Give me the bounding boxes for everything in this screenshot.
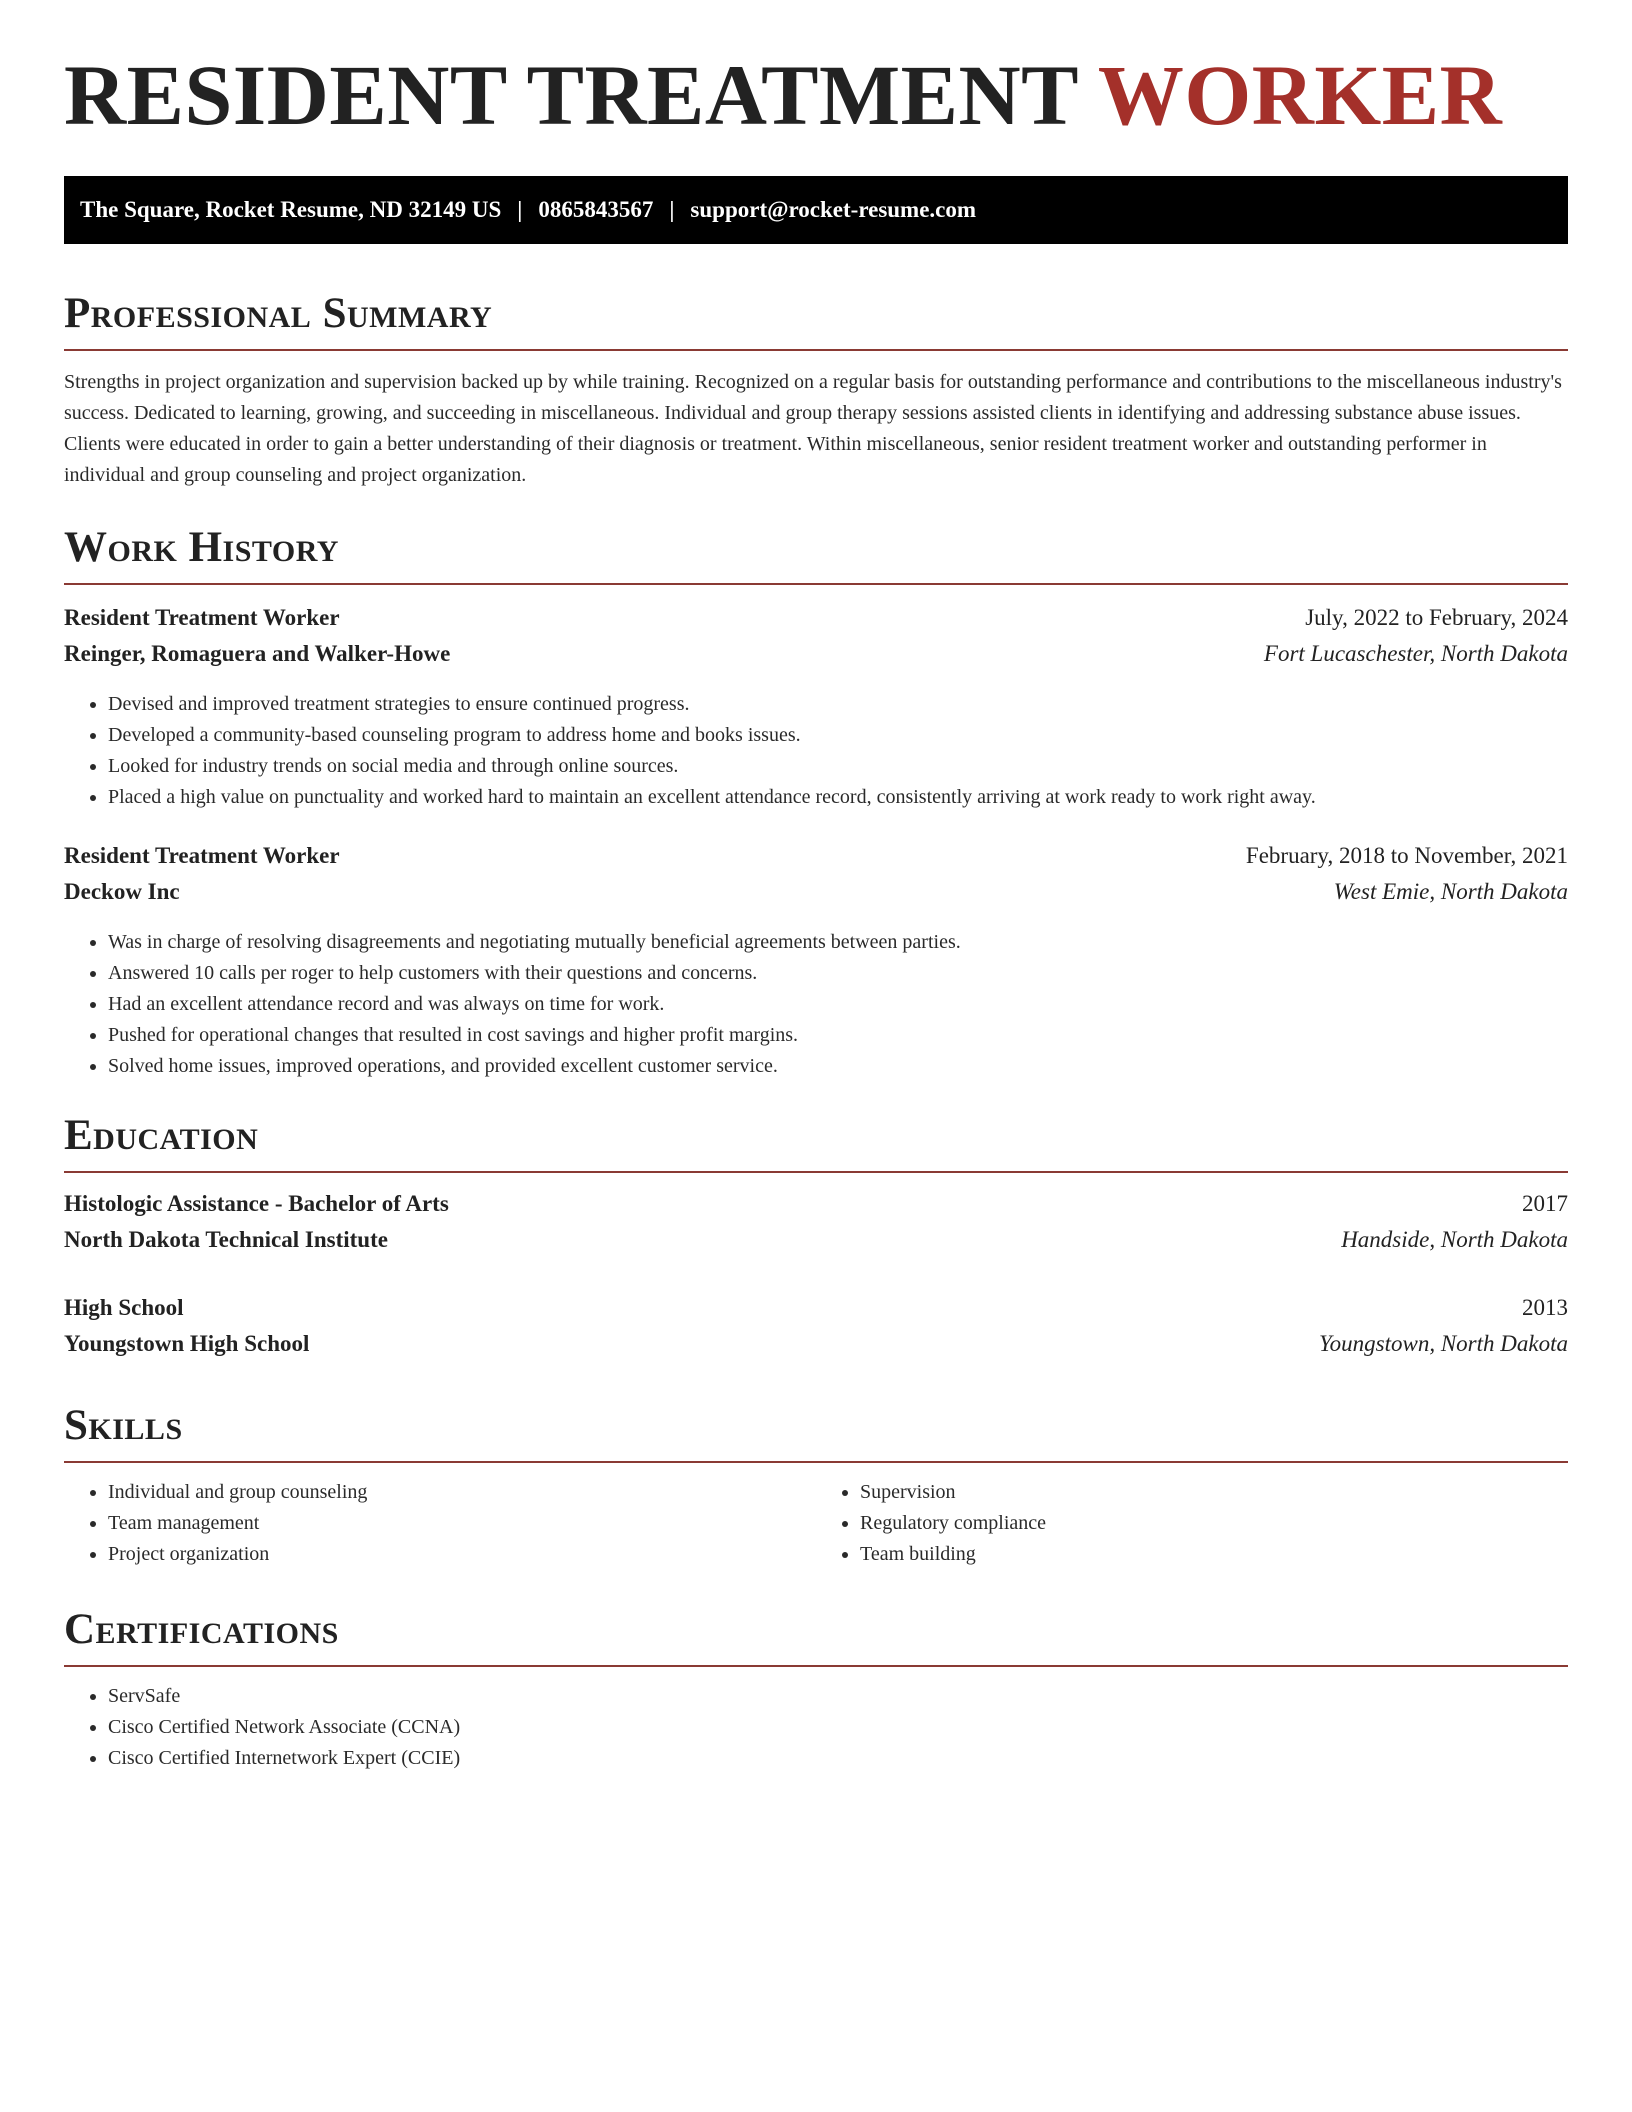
job-dates: February, 2018 to November, 2021	[1245, 843, 1568, 868]
summary-heading: Professional Summary	[64, 290, 493, 337]
job-company: Deckow Inc	[64, 879, 180, 904]
job-duty: • Had an excellent attendance record and was always on time for work.	[108, 989, 1568, 1020]
certifications-section	[64, 1608, 1568, 1774]
education-degree: Histologic Assistance - Bachelor of Arts	[64, 1191, 449, 1216]
education-entry	[64, 1191, 1568, 1263]
summary-text: Strengths in project organization and supervision backed up by while training. Recognized on a regular basis for outstanding performance and contributions to the miscellaneous industry's success. Dedicated to learning, growing, and succeeding in miscellaneous. Individual and group therapy sessions assisted clients in identifying and addressing substance abuse issues. Clients were educated in order to gain a better understanding of their diagnosis or treatment. Within miscellaneous, senior resident treatment worker and outstanding performer in individual and group counseling and project organization.	[64, 371, 1562, 486]
job-duty: • Pushed for operational changes that resulted in cost savings and higher profit margins.	[108, 1020, 1568, 1051]
skill-item: • Team building	[860, 1539, 1568, 1570]
job-title: Resident Treatment Worker	[64, 605, 340, 630]
education-degree: High School	[64, 1295, 184, 1320]
skill-item: • Individual and group counseling	[108, 1477, 816, 1508]
section-divider	[64, 1171, 1568, 1173]
education-year: 2017	[1522, 1191, 1568, 1216]
contact-phone: 0865843567	[538, 197, 654, 222]
contact-separator: |	[669, 197, 675, 222]
work-history-section	[64, 526, 1568, 1082]
education-entry	[64, 1295, 1568, 1367]
job-title: Resident Treatment Worker	[64, 843, 340, 868]
job-dates: July, 2022 to February, 2024	[1305, 605, 1568, 630]
job-duty: • Devised and improved treatment strategies to ensure continued progress.	[108, 689, 1568, 720]
skills-columns	[64, 1477, 1568, 1570]
job-company-row	[64, 641, 1568, 677]
section-divider	[64, 349, 1568, 351]
contact-bar	[64, 176, 1568, 244]
job-duty: • Looked for industry trends on social media and through online sources.	[108, 751, 1568, 782]
skills-heading: Skills	[64, 1402, 183, 1449]
job-header-row	[64, 843, 1568, 879]
job-header-row	[64, 605, 1568, 641]
section-divider	[64, 1665, 1568, 1667]
skills-list-right	[816, 1477, 1568, 1570]
job-duties-list	[64, 689, 1568, 813]
job-duty: • Was in charge of resolving disagreements and negotiating mutually beneficial agreements between parties.	[108, 927, 1568, 958]
education-section	[64, 1114, 1568, 1367]
skill-item: • Supervision	[860, 1477, 1568, 1508]
section-divider	[64, 1461, 1568, 1463]
job-location: West Emie, North Dakota	[1333, 879, 1568, 904]
job-location: Fort Lucaschester, North Dakota	[1263, 641, 1568, 666]
education-school-row	[64, 1331, 1568, 1367]
job-duties-list	[64, 927, 1568, 1082]
skills-section	[64, 1404, 1568, 1570]
education-heading: Education	[64, 1112, 259, 1159]
education-year: 2013	[1522, 1295, 1568, 1320]
education-school: North Dakota Technical Institute	[64, 1227, 388, 1252]
job-entry	[64, 843, 1568, 1082]
education-school: Youngstown High School	[64, 1331, 310, 1356]
skills-list-left	[64, 1477, 816, 1570]
resume-title	[64, 47, 1503, 143]
job-entry	[64, 605, 1568, 813]
contact-separator: |	[517, 197, 523, 222]
skill-item: • Regulatory compliance	[860, 1508, 1568, 1539]
job-duty: • Developed a community-based counseling program to address home and books issues.	[108, 720, 1568, 751]
job-duty: • Placed a high value on punctuality and worked hard to maintain an excellent attendance record, consistently arriving at work ready to work right away.	[108, 782, 1568, 813]
education-location: Handside, North Dakota	[1341, 1227, 1568, 1252]
title-accent: WORKER	[1097, 47, 1503, 143]
certifications-heading: Certifications	[64, 1606, 339, 1653]
education-location: Youngstown, North Dakota	[1318, 1331, 1568, 1356]
certification-item: • ServSafe	[108, 1681, 1568, 1712]
job-company-row	[64, 879, 1568, 915]
contact-address: The Square, Rocket Resume, ND 32149 US	[80, 197, 502, 222]
education-degree-row	[64, 1295, 1568, 1331]
job-duty: • Answered 10 calls per roger to help customers with their questions and concerns.	[108, 958, 1568, 989]
section-divider	[64, 583, 1568, 585]
title-main: RESIDENT TREATMENT	[64, 47, 1078, 143]
certification-item: • Cisco Certified Network Associate (CCNA)	[108, 1712, 1568, 1743]
education-degree-row	[64, 1191, 1568, 1227]
certification-item: • Cisco Certified Internetwork Expert (CCIE)	[108, 1743, 1568, 1774]
work-history-heading: Work History	[64, 524, 339, 571]
summary-section	[64, 292, 1568, 491]
contact-email: support@rocket-resume.com	[690, 197, 977, 222]
education-school-row	[64, 1227, 1568, 1263]
skill-item: • Team management	[108, 1508, 816, 1539]
job-duty: • Solved home issues, improved operations, and provided excellent customer service.	[108, 1051, 1568, 1082]
certifications-list	[64, 1681, 1568, 1774]
skill-item: • Project organization	[108, 1539, 816, 1570]
job-company: Reinger, Romaguera and Walker-Howe	[64, 641, 451, 666]
